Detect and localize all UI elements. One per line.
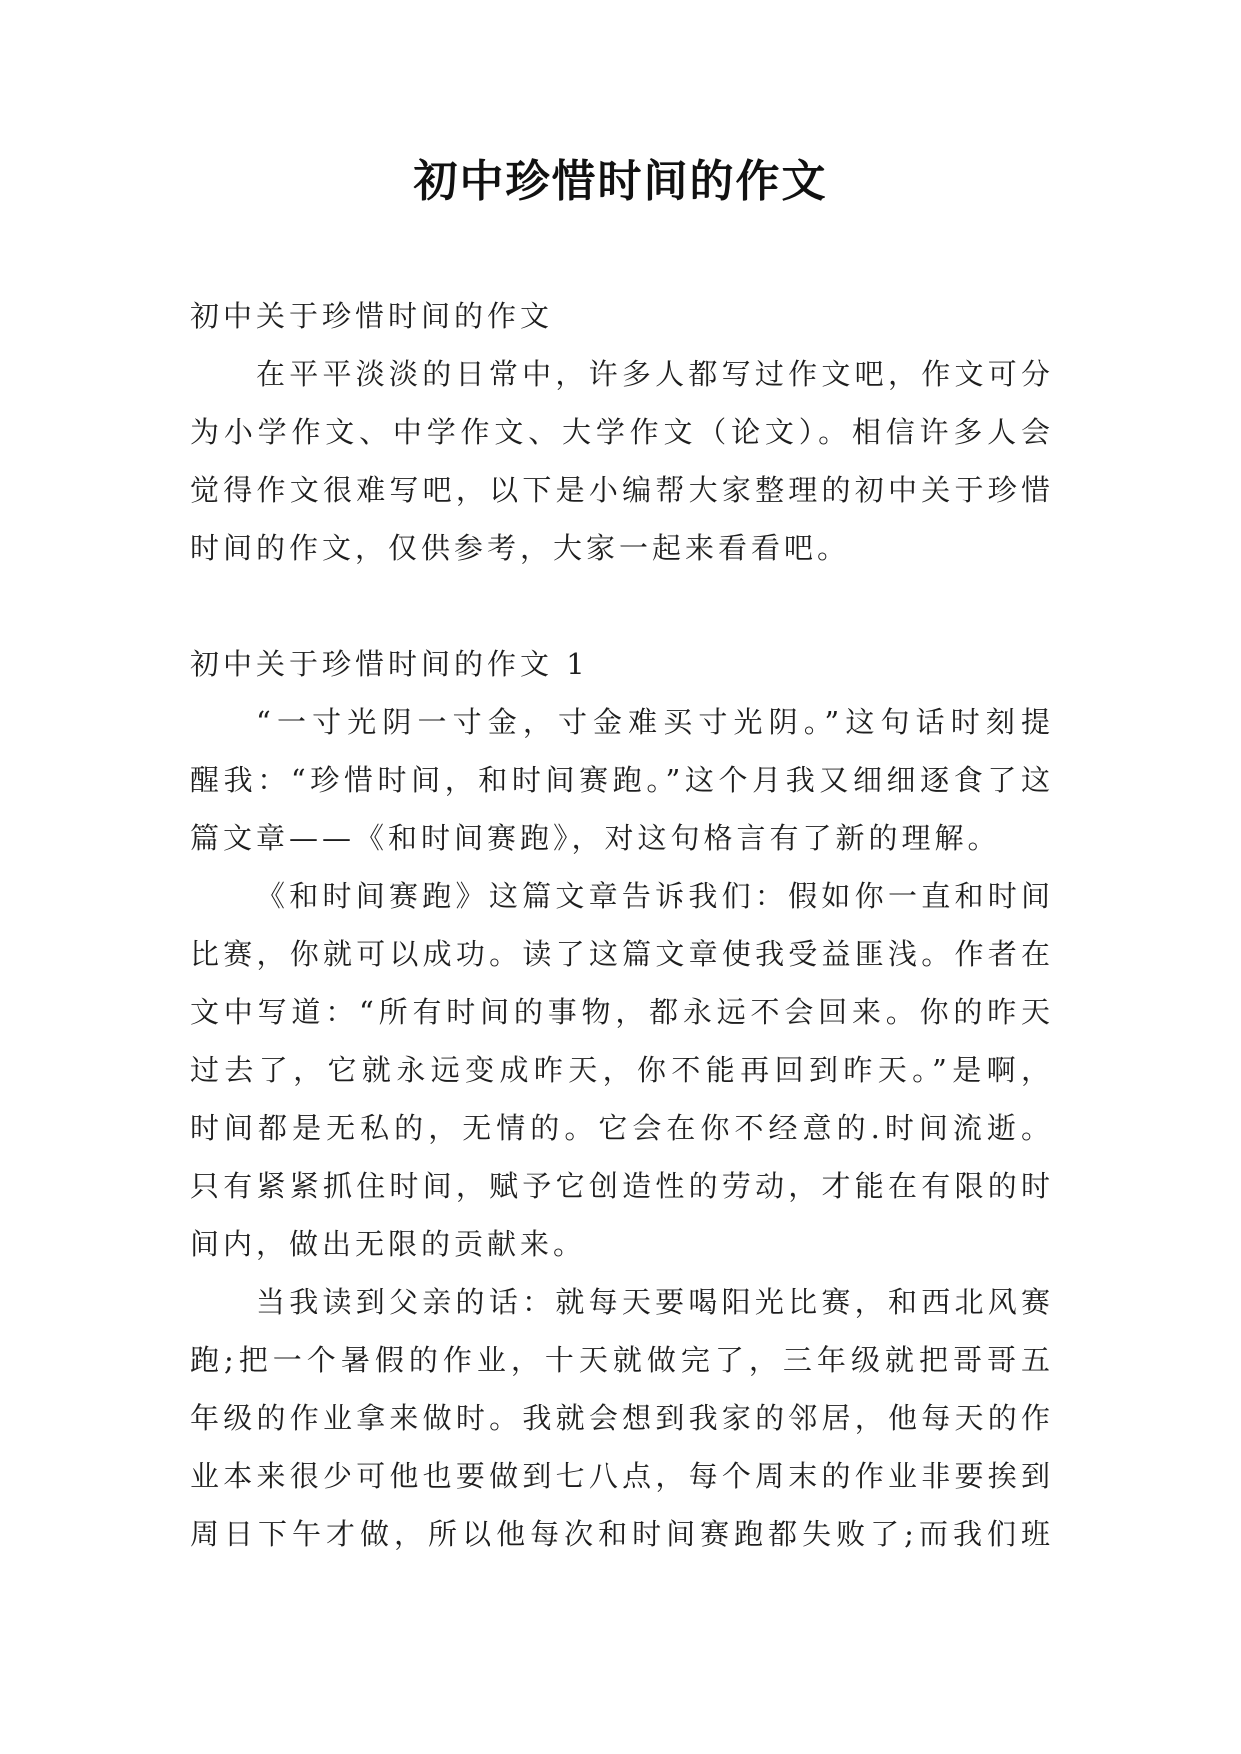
paragraph-line: 文中写道：“所有时间的事物，都永远不会回来。你的昨天: [190, 995, 1052, 1029]
essay-paragraph: [190, 693, 1052, 867]
section-heading: 初中关于珍惜时间的作文: [190, 299, 554, 333]
paragraph-line: 觉得作文很难写吧，以下是小编帮大家整理的初中关于珍惜: [190, 473, 1052, 507]
intro-paragraph: [190, 345, 1052, 577]
paragraph-line: 年级的作业拿来做时。我就会想到我家的邻居，他每天的作: [190, 1401, 1052, 1435]
paragraph-line: 醒我：“珍惜时间，和时间赛跑。”这个月我又细细逐食了这: [190, 763, 1052, 797]
essay-heading: 初中关于珍惜时间的作文 1: [190, 647, 589, 681]
paragraph-line: “一寸光阴一寸金，寸金难买寸光阴。”这句话时刻提: [256, 705, 1052, 739]
paragraph-line: 篇文章——《和时间赛跑》，对这句格言有了新的理解。: [190, 821, 1001, 855]
paragraph-line: 只有紧紧抓住时间，赋予它创造性的劳动，才能在有限的时: [190, 1169, 1052, 1203]
paragraph-line: 周日下午才做，所以他每次和时间赛跑都失败了;而我们班: [190, 1517, 1052, 1551]
essay-paragraph: [190, 1273, 1052, 1563]
paragraph-line: 时间都是无私的，无情的。它会在你不经意的.时间流逝。: [190, 1111, 1052, 1145]
paragraph-line: 业本来很少可他也要做到七八点，每个周末的作业非要挨到: [190, 1459, 1052, 1493]
blank-line: [190, 577, 1052, 635]
document-body: [190, 287, 1052, 1563]
essay-paragraph: [190, 867, 1052, 1273]
page-title: 初中珍惜时间的作文: [413, 156, 828, 207]
paragraph-line: 比赛，你就可以成功。读了这篇文章使我受益匪浅。作者在: [190, 937, 1052, 971]
paragraph-line: 《和时间赛跑》这篇文章告诉我们：假如你一直和时间: [256, 879, 1052, 913]
paragraph-line: 跑;把一个暑假的作业，十天就做完了，三年级就把哥哥五: [190, 1343, 1052, 1377]
paragraph-line: 当我读到父亲的话：就每天要喝阳光比赛，和西北风赛: [256, 1285, 1052, 1319]
paragraph-line: 为小学作文、中学作文、大学作文（论文）。相信许多人会: [190, 415, 1052, 449]
paragraph-line: 时间的作文，仅供参考，大家一起来看看吧。: [190, 531, 851, 565]
paragraph-line: 间内，做出无限的贡献来。: [190, 1227, 587, 1261]
paragraph-line: 在平平淡淡的日常中，许多人都写过作文吧，作文可分: [256, 357, 1052, 391]
paragraph-line: 过去了，它就永远变成昨天，你不能再回到昨天。”是啊，: [190, 1053, 1052, 1087]
